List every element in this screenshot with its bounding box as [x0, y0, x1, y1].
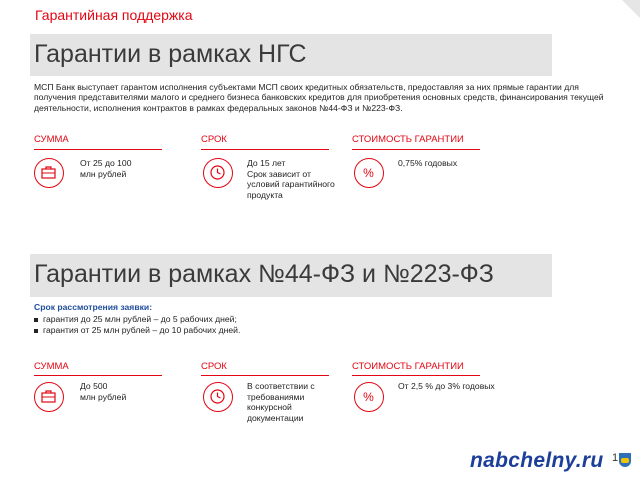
s2-col-sum-title: СУММА	[34, 361, 69, 372]
bullet-text: гарантия до 25 млн рублей – до 5 рабочих дней;	[43, 314, 237, 324]
briefcase-icon	[34, 158, 64, 188]
section2-banner	[30, 254, 552, 297]
review-period-title: Срок рассмотрения заявки:	[34, 302, 153, 312]
s1-col-sum-divider	[34, 149, 162, 150]
bullet-marker	[34, 329, 38, 333]
page-number: 1	[612, 452, 619, 464]
s2-col-term-title: СРОК	[201, 361, 227, 372]
svg-text:%: %	[363, 390, 374, 404]
review-bullet	[34, 325, 240, 335]
s1-col-cost-title: СТОИМОСТЬ ГАРАНТИИ	[352, 134, 464, 145]
section1-intro: МСП Банк выступает гарантом исполнения субъектами МСП своих кредитных обязательств, предоставляя за них прямые гарантии для получения представителями малого и среднего бизнеса банковских кредитов для приобретения основных средств, финансирования текущей деятельности, исполнения контрактов в рамках федеральных законов №44-ФЗ и №223-ФЗ.	[34, 82, 604, 113]
s2-col-term-value: В соответствии с требованиями конкурсной документации	[247, 381, 315, 423]
s1-col-cost-divider	[352, 149, 480, 150]
svg-text:%: %	[363, 166, 374, 180]
page-header-title: Гарантийная поддержка	[35, 7, 193, 23]
percent-icon	[354, 158, 384, 188]
s2-col-cost-value: От 2,5 % до 3% годовых	[398, 381, 495, 391]
s1-col-term-value: До 15 лет Срок зависит от условий гарантийного продукта	[247, 158, 335, 200]
s1-col-term-divider	[201, 149, 329, 150]
section1-title: Гарантии в рамках НГС	[34, 40, 307, 68]
s1-col-cost-value: 0,75% годовых	[398, 158, 458, 168]
percent-icon	[354, 382, 384, 412]
briefcase-icon	[34, 382, 64, 412]
clock-icon	[203, 158, 233, 188]
city-emblem-icon	[619, 453, 631, 467]
s2-col-cost-title: СТОИМОСТЬ ГАРАНТИИ	[352, 361, 464, 372]
clock-icon	[203, 382, 233, 412]
section1-banner	[30, 34, 552, 76]
site-logo[interactable]: nabchelny.ru	[470, 449, 604, 472]
page-corner-fold	[622, 0, 640, 18]
s1-col-term-title: СРОК	[201, 134, 227, 145]
review-bullet	[34, 314, 237, 324]
s2-col-cost-divider	[352, 375, 480, 376]
bullet-text: гарантия от 25 млн рублей – до 10 рабочих дней.	[43, 325, 241, 335]
s2-col-term-divider	[201, 375, 329, 376]
bullet-marker	[34, 318, 38, 322]
s1-col-sum-title: СУММА	[34, 134, 69, 145]
s1-col-sum-value: От 25 до 100 млн рублей	[80, 158, 132, 179]
section2-title: Гарантии в рамках №44-ФЗ и №223-ФЗ	[34, 260, 494, 288]
s2-col-sum-divider	[34, 375, 162, 376]
s2-col-sum-value: До 500 млн рублей	[80, 381, 127, 402]
